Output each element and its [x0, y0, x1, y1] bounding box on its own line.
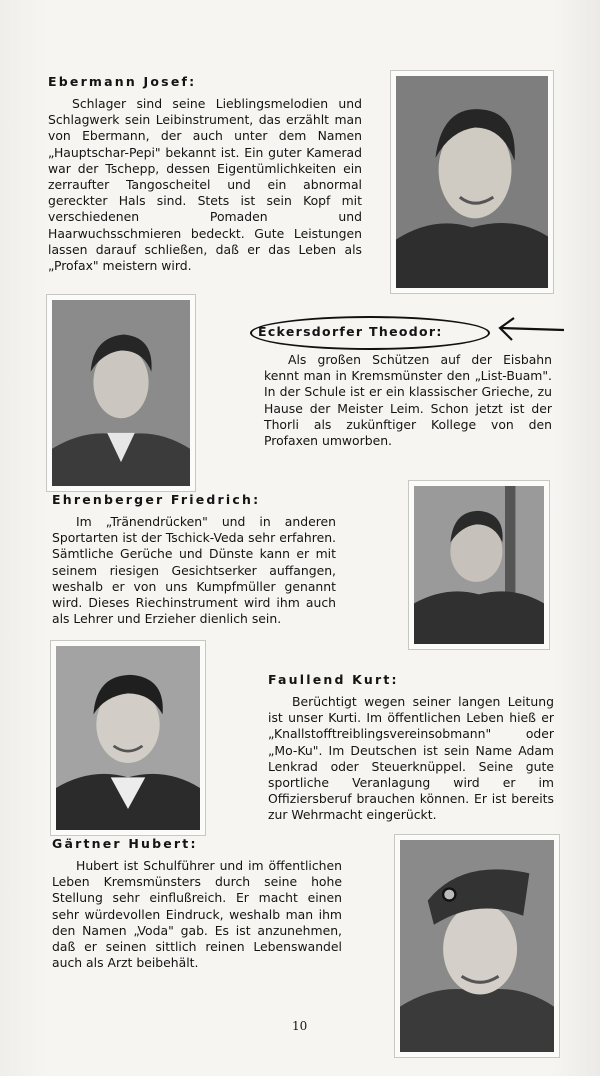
entry-text-eckersdorfer: Als großen Schützen auf der Eisbahn kennt man in Kremsmünster den „List-Buam". In der Schule ist er ein klassischer Grieche, zu Hause der Meister Leim. Schon jetzt ist der Thorli als zukünftiger Kollege von den Profaxen umworben.	[264, 352, 552, 449]
page-number: 10	[292, 1019, 308, 1033]
hand-drawn-arrow-icon	[496, 316, 566, 346]
entry-name-ehrenberger: Ehrenberger Friedrich:	[52, 492, 261, 507]
entry-text-ebermann: Schlager sind seine Lieblingsmelodien und Schlagwerk sein Leibinstrument, das erzählt man von Ebermann, der auch unter dem Namen „Hauptschar-Pepi" bekannt ist. Ein guter Kamerad war der Tschepp, dessen Eigentümlichkeiten ein zerraufter Tangoscheitel und ein abnormal gereckter Hals sind. Stets ist sein Kopf mit verschiedenen Pomaden und Haarwuchsschmieren bedeckt. Gute Leistungen lassen darauf schließen, daß er das Leben als „Profax" meistern wird.	[48, 96, 362, 274]
entry-name-gaertner: Gärtner Hubert:	[52, 836, 198, 851]
portrait-photo-faullend	[50, 640, 206, 836]
portrait-photo-ehrenberger	[408, 480, 550, 650]
entry-name-ebermann: Ebermann Josef:	[48, 74, 197, 89]
entry-text-gaertner: Hubert ist Schulführer und im öffentlichen Leben Kremsmünsters durch seine hohe Stellung sehr einflußreich. Er macht einen sehr würdevollen Eindruck, weshalb man ihm den Namen „Voda" gab. Es ist anzunehmen, daß er seinen sittlich reinen Lebenswandel auch als Arzt beibehält.	[52, 858, 342, 971]
portrait-photo-ebermann	[390, 70, 554, 294]
portrait-photo-gaertner	[394, 834, 560, 1058]
portrait-photo-eckersdorfer	[46, 294, 196, 492]
entry-name-faullend: Faullend Kurt:	[268, 672, 399, 687]
hand-drawn-circle-annotation	[250, 316, 490, 350]
entry-text-faullend: Berüchtigt wegen seiner langen Leitung ist unser Kurti. Im öffentlichen Leben hieß er „Knallstofftreiblingsvereinsobmann" oder „Mo-Ku". Im Deutschen ist sein Name Adam Lenkrad oder Steuerknüppel. Seine gute sportliche Veranlagung wird er im Offiziersberuf brauchen können. Er ist bereits zur Wehrmacht eingerückt.	[268, 694, 554, 823]
entry-name-eckersdorfer: Eckersdorfer Theodor:	[258, 324, 443, 339]
entry-text-ehrenberger: Im „Tränendrücken" und in anderen Sportarten ist der Tschick-Veda sehr erfahren. Sämtliche Gerüche und Dünste kann er mit seinem riesigen Gesichtserker auffangen, weshalb er von uns Kumpfmüller genannt wird. Dieses Riechinstrument wird ihm auch als Lehrer und Erzieher dienlich sein.	[52, 514, 336, 627]
